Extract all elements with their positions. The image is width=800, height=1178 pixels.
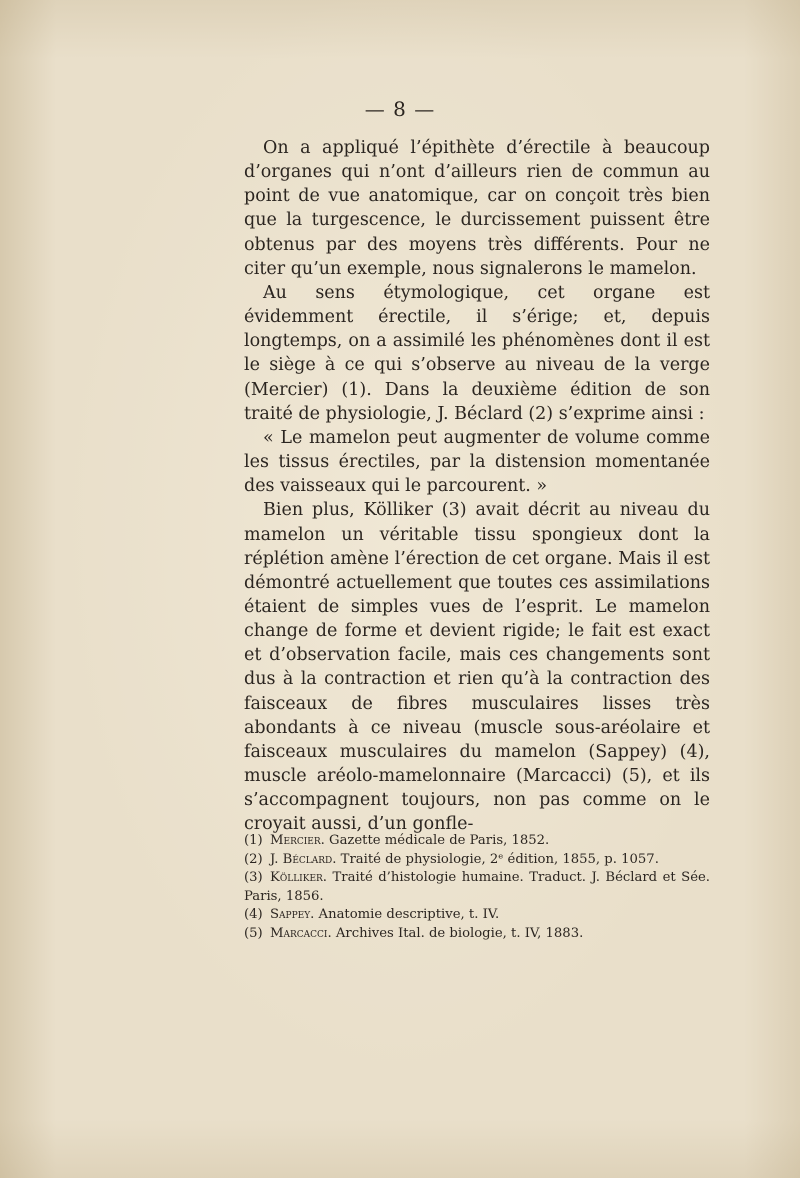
footnote [244,851,710,870]
paragraph: Au sens étymologique, cet organe est évidemment érectile, il s’érige; et, depuis longtemps, on a assimilé les phénomènes dont il est le siège à ce qui s’observe au niveau de la verge (Mercier) (1). Dans la deuxième édition de son traité de physiologie, J. Béclard (2) s’exprime ainsi : [244,282,710,424]
footnote-number: (4) [244,907,263,923]
footnote-number: (3) [244,870,263,886]
footnotes [244,832,710,944]
paragraph: On a appliqué l’épithète d’érectile à beaucoup d’organes qui n’ont d’ailleurs rien de commun au point de vue anatomique, car on conçoit très bien que la turgescence, le durcissement puissent être obtenus par des moyens très différents. Pour ne citer qu’un exemple, nous signalerons le mamelon. [244,138,710,279]
footnote-author: Sappey. [270,907,315,923]
footnote-text: Traité d’histologie humaine. Traduct. J. Béclard et Sée. Paris, 1856. [244,870,710,904]
footnote [244,925,710,944]
footnote-text: Anatomie descriptive, t. IV. [314,907,500,923]
footnote-author: Mercier. [270,833,325,848]
footnote-number: (5) [244,925,263,941]
footnote [244,869,710,906]
footnote-number: (2) [244,851,263,867]
footnote-author: Kölliker. [270,870,328,886]
paragraph: Bien plus, Kölliker (3) avait décrit au niveau du mamelon un véritable tissu spongieux dont la réplétion amène l’érection de cet organe. Mais il est démontré actuellement que toutes ces assimilations étaient de simples vues de l’esprit. Le mamelon change de forme et devient rigide; le fait est exact et d’observation facile, mais ces changements sont dus à la contraction et rien qu’à la contraction des faisceaux de fibres musculaires lisses très abondants à ce niveau (muscle sous-aréolaire et faisceaux musculaires du mamelon (Sappey) (4), muscle aréolo-mamelonnaire (Marcacci) (5), et ils s’accompagnent toujours, non pas comme on le croyait aussi, d’un gonfle- [244,500,710,835]
footnote [244,906,710,925]
body-text [244,136,710,837]
page-number: — 8 — [364,97,436,121]
footnote-text: Archives Ital. de biologie, t. IV, 1883. [331,925,584,941]
footnote-text: Gazette médicale de Paris, 1852. [324,833,550,848]
footnote-author: Marcacci. [270,925,332,941]
footnote [244,832,710,851]
footnote-number: (1) [244,833,263,848]
footnote-author: J. Béclard. [270,851,337,867]
paragraph: « Le mamelon peut augmenter de volume comme les tissus érectiles, par la distension momentanée des vaisseaux qui le parcourent. » [244,427,710,497]
footnote-text: Traité de physiologie, 2ᵉ édition, 1855, p. 1057. [336,851,659,867]
